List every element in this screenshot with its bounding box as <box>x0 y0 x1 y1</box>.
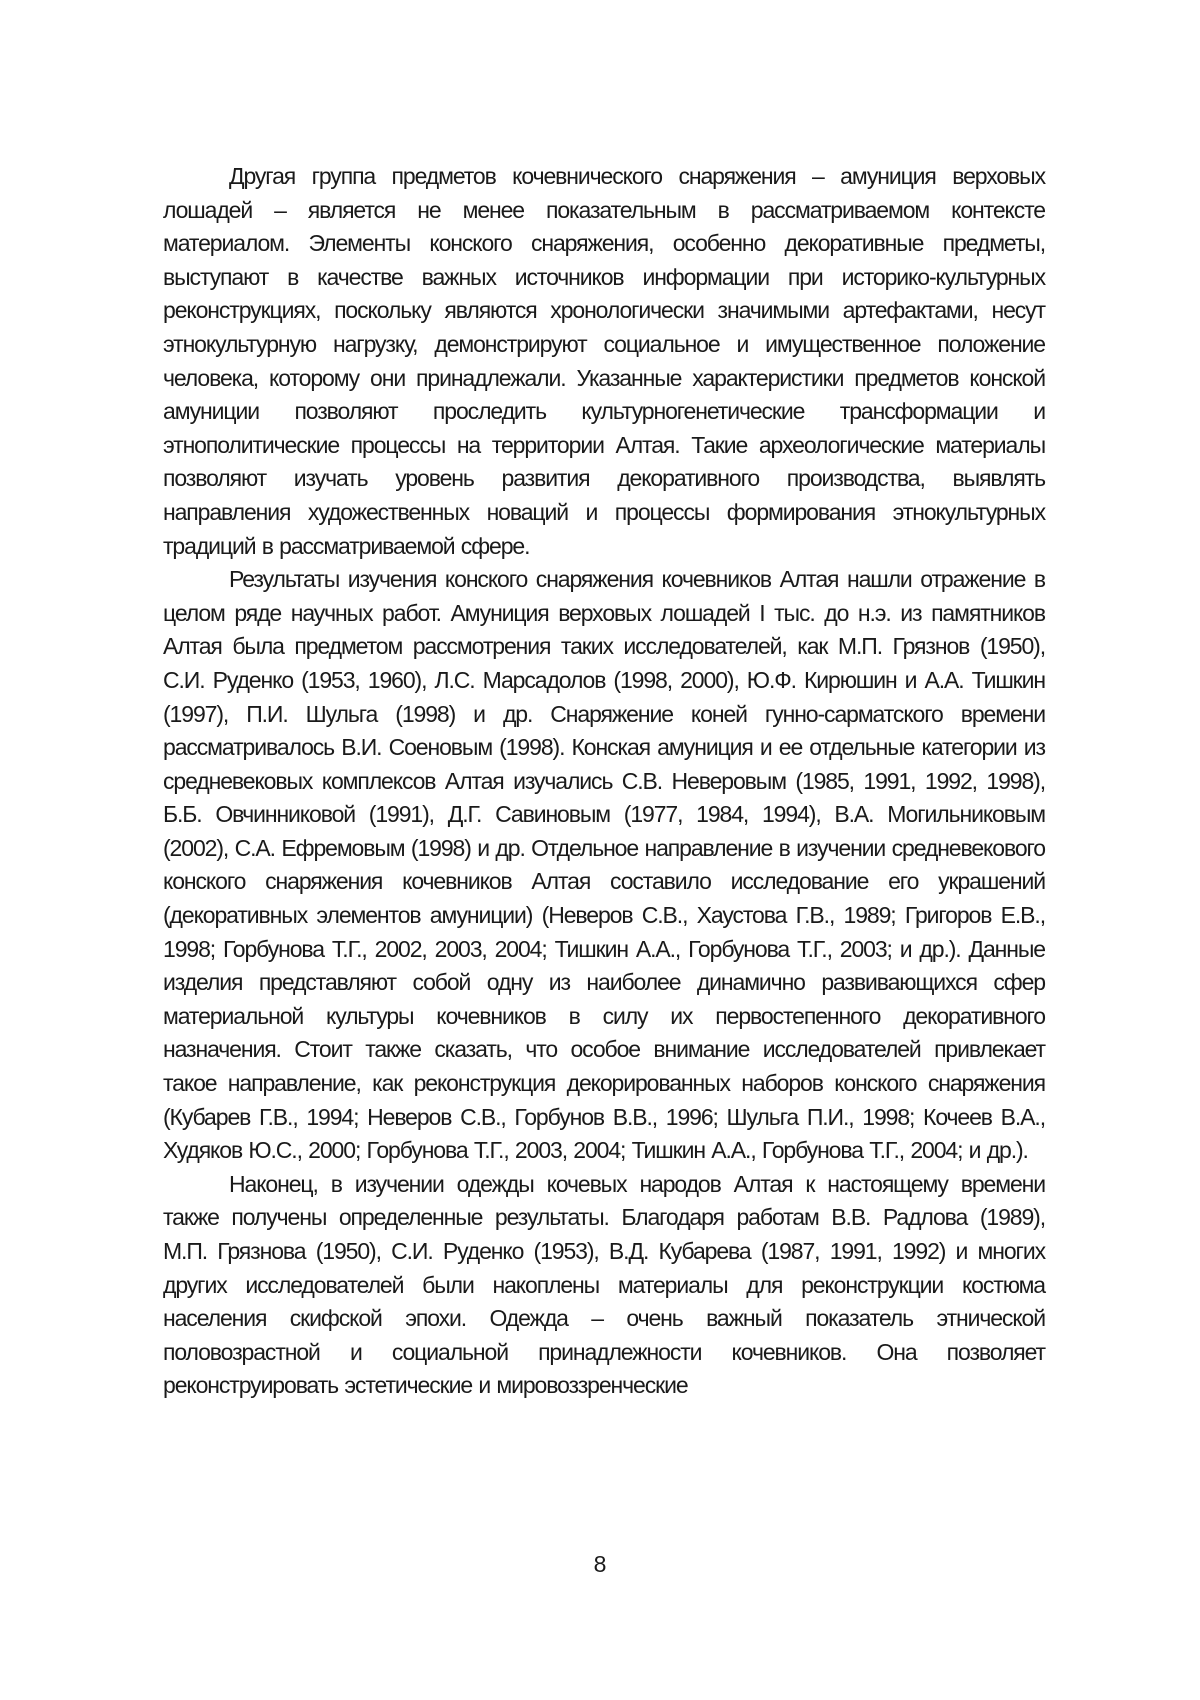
paragraph-clothing-research: Наконец, в изучении одежды кочевых народов Алтая к настоящему времени также получены определенные результаты. Благодаря работам В.В. Радлова (1989), М.П. Грязнова (1950), С.И. Руденко (1953), В.Д. Кубарева (1987, 1991, 1992) и многих других исследователей были накоплены материалы для реконструкции костюма населения скифской эпохи. Одежда – очень важный показатель этнической половозрастной и социальной принадлежности кочевников. Она позволяет реконструировать эстетические и мировоззренческие <box>163 1170 1045 1399</box>
body-text <box>163 160 1045 1403</box>
page-number: 8 <box>593 1551 607 1577</box>
paragraph-research-history: Результаты изучения конского снаряжения кочевников Алтая нашли отражение в целом ряде научных работ. Амуниция верховых лошадей I тыс. до н.э. из памятников Алтая была предметом рассмотрения таких исследователей, как М.П. Грязнов (1950), С.И. Руденко (1953, 1960), Л.С. Марсадолов (1998, 2000), Ю.Ф. Кирюшин и А.А. Тишкин (1997), П.И. Шульга (1998) и др. Снаряжение коней гунно-сарматского времени рассматривалось В.И. Соеновым (1998). Конская амуниция и ее отдельные категории из средневековых комплексов Алтая изучались С.В. Неверовым (1985, 1991, 1992, 1998), Б.Б. Овчинниковой (1991), Д.Г. Савиновым (1977, 1984, 1994), В.А. Могильниковым (2002), С.А. Ефремовым (1998) и др. Отдельное направление в изучении средневекового конского снаряжения кочевников Алтая составило исследование его украшений (декоративных элементов амуниции) (Неверов С.В., Хаустова Г.В., 1989; Григоров Е.В., 1998; Горбунова Т.Г., 2002, 2003, 2004; Тишкин А.А., Горбунова Т.Г., 2003; и др.). Данные изделия представляют собой одну из наиболее динамично развивающихся сфер материальной культуры кочевников в силу их первостепенного декоративного назначения. Стоит также сказать, что особое внимание исследователей привлекает такое направление, как реконструкция декорированных наборов конского снаряжения (Кубарев Г.В., 1994; Неверов С.В., Горбунов В.В., 1996; Шульга П.И., 1998; Кочеев В.А., Худяков Ю.С., 2000; Горбунова Т.Г., 2003, 2004; Тишкин А.А., Горбунова Т.Г., 2004; и др.). <box>163 566 1045 1164</box>
paragraph-horse-gear-intro: Другая группа предметов кочевнического снаряжения – амуниция верховых лошадей – является не менее показательным в рассматриваемом контексте материалом. Элементы конского снаряжения, особенно декоративные предметы, выступают в качестве важных источников информации при историко-культурных реконструкциях, поскольку являются хронологически значимыми артефактами, несут этнокультурную нагрузку, демонстрируют социальное и имущественное положение человека, которому они принадлежали. Указанные характеристики предметов конской амуниции позволяют проследить культурногенетические трансформации и этнополитические процессы на территории Алтая. Такие археологические материалы позволяют изучать уровень развития декоративного производства, выявлять направления художественных новаций и процессы формирования этнокультурных традиций в рассматриваемой сфере. <box>163 163 1045 559</box>
